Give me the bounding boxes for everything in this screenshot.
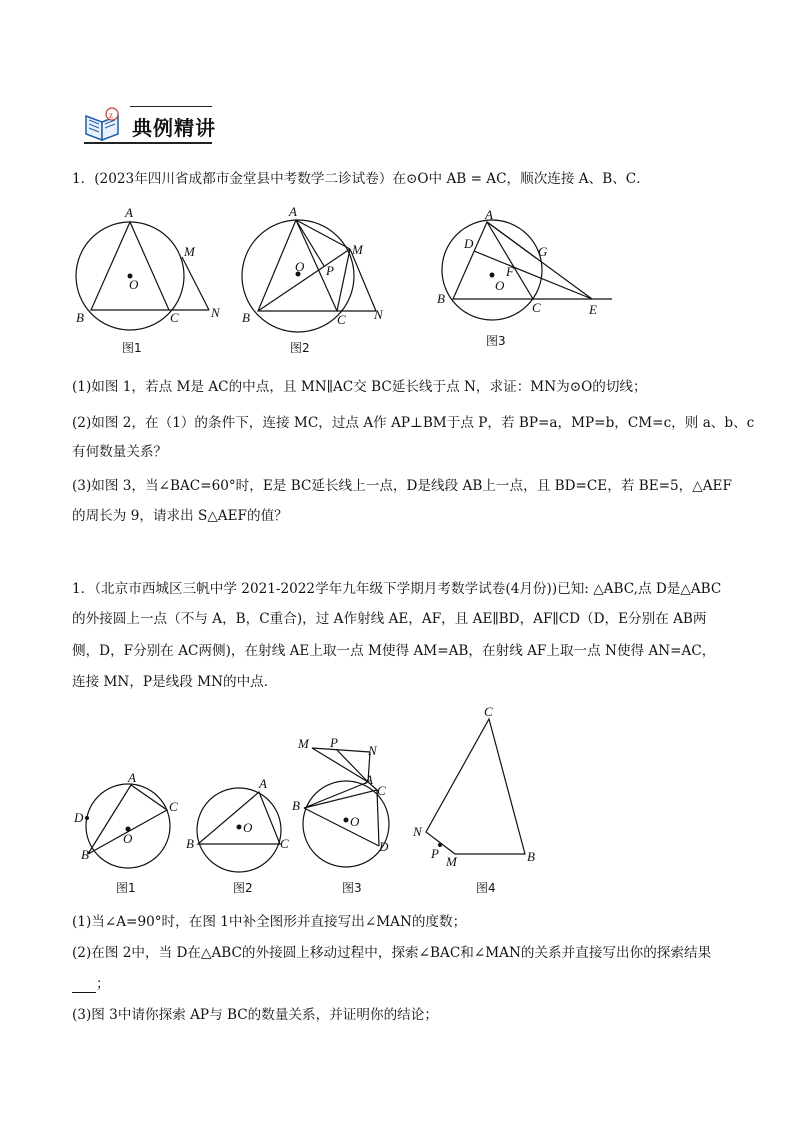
p1f2-label-p: P — [326, 263, 334, 278]
svg-text:z: z — [109, 110, 113, 120]
p1-figure2 — [236, 202, 396, 355]
problem1-q2-line2: 有何数量关系？ — [72, 444, 168, 460]
problem2-q2-line1: (2)在图 2中，当 D在△ABC的外接圆上移动过程中，探索∠BAC和∠MAN的关系并直接写出你的探索结果 — [72, 945, 712, 961]
p2f2-label-o: O — [243, 820, 253, 835]
p2f3-label-p: P — [330, 735, 338, 750]
p2f1-label-o: O — [123, 831, 133, 846]
p2f3-label-b: B — [292, 798, 300, 813]
problem2-line4: 连接 MN，P是线段 MN的中点． — [72, 674, 278, 690]
p1f2-label-b: B — [242, 310, 250, 325]
p2f3-label-c: C — [377, 783, 386, 798]
problem2-q3: (3)图 3中请你探索 AP与 BC的数量关系，并证明你的结论； — [72, 1007, 438, 1023]
p2f2-center-dot — [237, 825, 242, 830]
p1f1-label-c: C — [170, 310, 179, 325]
p1f3-line-ag — [487, 222, 536, 258]
p1f3-label-d: D — [464, 236, 474, 251]
problem1-q3-line2: 的周长为 9，请求出 S△AEF的值？ — [72, 508, 288, 524]
p2f4-caption: 图4 — [476, 881, 496, 895]
p1f1-triangle — [91, 222, 169, 310]
p2f4-label-n: N — [413, 824, 422, 839]
p2f1-label-a: A — [128, 770, 136, 785]
p1f2-label-c: C — [337, 312, 346, 327]
problem2-line3: 侧，D，F分别在 AC两侧)，在射线 AE上取一点 M使得 AM=AB，在射线 AF上取一点 N使得 AN=AC， — [72, 643, 716, 659]
p1f2-caption: 图2 — [290, 341, 310, 355]
problem1-q1: (1)如图 1，若点 M是 AC的中点，且 MN∥AC交 BC延长线于点 N，求证：MN为⊙O的切线； — [72, 379, 647, 395]
p2f4-label-p: P — [431, 846, 439, 861]
header-rule-bottom — [84, 142, 212, 144]
p2f1-circle — [86, 784, 170, 868]
p2f1-point-d — [85, 816, 89, 820]
p2f3-label-n: N — [368, 743, 377, 758]
book-icon — [80, 104, 126, 144]
p1f1-label-o: O — [129, 277, 139, 292]
p1f3-label-a: A — [485, 207, 493, 222]
problem2-q1: (1)当∠A=90°时，在图 1中补全图形并直接写出∠MAN的度数； — [72, 914, 467, 930]
p1f2-label-a: A — [289, 204, 297, 219]
p2f3-line-mn — [312, 748, 370, 752]
p1f2-label-o: O — [295, 259, 305, 274]
p1f3-label-g: G — [538, 244, 548, 259]
p1-figure1 — [70, 204, 230, 354]
p2f3-caption: 图3 — [342, 881, 362, 895]
p2f3-line-cd — [377, 790, 379, 846]
p2f2-caption: 图2 — [233, 881, 253, 895]
p1-figure3 — [430, 206, 610, 356]
p1f3-circle — [442, 220, 542, 320]
p1f3-center-dot — [490, 273, 495, 278]
p2f1-label-c: C — [169, 799, 178, 814]
section-title: 典例精讲 — [132, 116, 216, 140]
p2f1-caption: 图1 — [116, 881, 136, 895]
p1f2-line-am — [296, 220, 350, 249]
p1f3-label-e: E — [589, 302, 597, 317]
p2f3-center-dot — [344, 818, 349, 823]
p1f3-triangle — [453, 222, 533, 299]
p1f3-label-f: F — [506, 264, 514, 279]
problem2-q2-semicolon: ； — [96, 976, 110, 992]
problem2-line1: 1．（北京市西城区三帆中学 2021-2022学年九年级下学期月考数学试卷(4月份))已知: △ABC,点 D是△ABC — [72, 581, 722, 597]
p1f3-caption: 图3 — [486, 334, 506, 348]
p2-figure3 — [290, 736, 400, 896]
header-rule-top — [130, 106, 212, 107]
p2f3-label-m: M — [298, 736, 309, 751]
p1f1-caption: 图1 — [122, 341, 142, 355]
p2-figure4 — [410, 706, 550, 896]
p2f4-label-b: B — [527, 849, 535, 864]
section-header — [80, 104, 220, 146]
p1f2-label-n: N — [374, 307, 383, 322]
p1f1-label-m: M — [184, 244, 195, 259]
p1f1-line-mn — [182, 257, 209, 310]
p1f2-label-m: M — [352, 242, 363, 257]
p1f1-label-a: A — [125, 205, 133, 220]
p2f2-label-c: C — [280, 836, 289, 851]
p2f4-label-m: M — [446, 854, 457, 869]
p1f3-label-o: O — [495, 278, 505, 293]
p2f4-label-c: C — [484, 704, 493, 719]
p2f1-label-b: B — [81, 847, 89, 862]
problem2-line2: 的外接圆上一点（不与 A，B，C重合)，过 A作射线 AE，AF，且 AE∥BD，AF∥CD（D，E分别在 AB两 — [72, 611, 707, 627]
p2f2-label-b: B — [186, 836, 194, 851]
problem1-q2-line1: (2)如图 2，在（1）的条件下，连接 MC，过点 A作 AP⊥BM于点 P，若 BP=a，MP=b，CM=c，则 a、b、c — [72, 415, 755, 431]
p1f3-label-b: B — [437, 291, 445, 306]
p2f1-label-d: D — [74, 810, 84, 825]
problem1-q3-line1: (3)如图 3，当∠BAC=60°时，E是 BC延长线上一点，D是线段 AB上一点，且 BD=CE，若 BE=5，△AEF — [72, 478, 732, 494]
p2f2-label-a: A — [259, 776, 267, 791]
p2f3-label-a: A — [365, 772, 373, 787]
p2-figure1 — [72, 770, 192, 900]
p2f2-circle — [197, 788, 281, 872]
p1f1-label-n: N — [211, 305, 220, 320]
answer-blank — [72, 980, 96, 993]
problem1-intro: 1．(2023年四川省成都市金堂县中考数学二诊试卷）在⊙O中 AB = AC，顺次连接 A、B、C． — [72, 171, 650, 187]
p2f3-label-o: O — [350, 814, 360, 829]
p2-figure2 — [183, 770, 303, 900]
p2f3-line-bd — [304, 808, 379, 846]
problem2-q2-line2 — [72, 975, 110, 993]
p1f1-label-b: B — [76, 310, 84, 325]
p2f4-shape — [426, 719, 525, 854]
p2f3-label-d: D — [379, 839, 389, 854]
p1f3-label-c: C — [532, 300, 541, 315]
